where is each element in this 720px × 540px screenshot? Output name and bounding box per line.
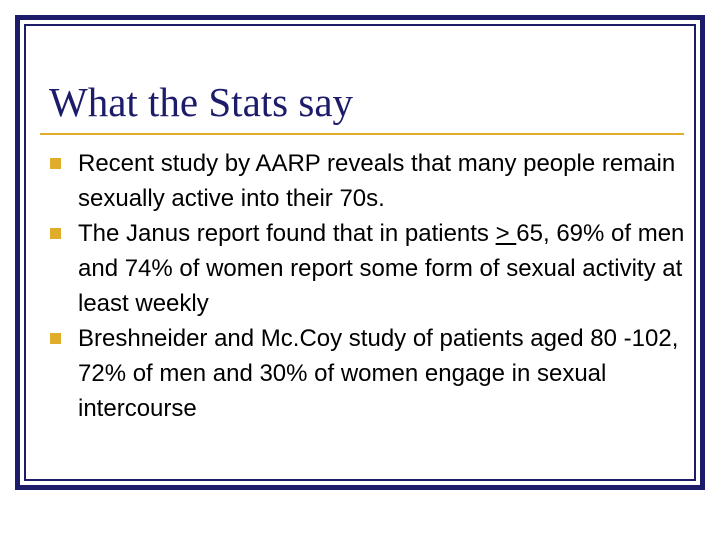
bullet-text-after: 65, 69% of men and 74% of women report some form of sexual activity at least weekly bbox=[78, 220, 685, 317]
slide-title: What the Stats say bbox=[49, 79, 354, 125]
bullet-text: Recent study by AARP reveals that many people remain sexually active into their 70s. bbox=[78, 150, 676, 212]
bullet-list bbox=[50, 146, 690, 426]
bullet-text: Breshneider and Mc.Coy study of patients aged 80 -102, 72% of men and 30% of women engage in sexual intercourse bbox=[78, 325, 679, 422]
bullet-text-underlined: > bbox=[495, 220, 517, 247]
title-divider bbox=[40, 133, 684, 135]
bullet-item bbox=[50, 216, 690, 321]
bullet-text-before: The Janus report found that in patients bbox=[78, 220, 496, 247]
square-bullet-icon bbox=[50, 158, 61, 169]
square-bullet-icon bbox=[50, 228, 61, 239]
bullet-item bbox=[50, 321, 690, 426]
square-bullet-icon bbox=[50, 333, 61, 344]
bullet-item bbox=[50, 146, 690, 216]
